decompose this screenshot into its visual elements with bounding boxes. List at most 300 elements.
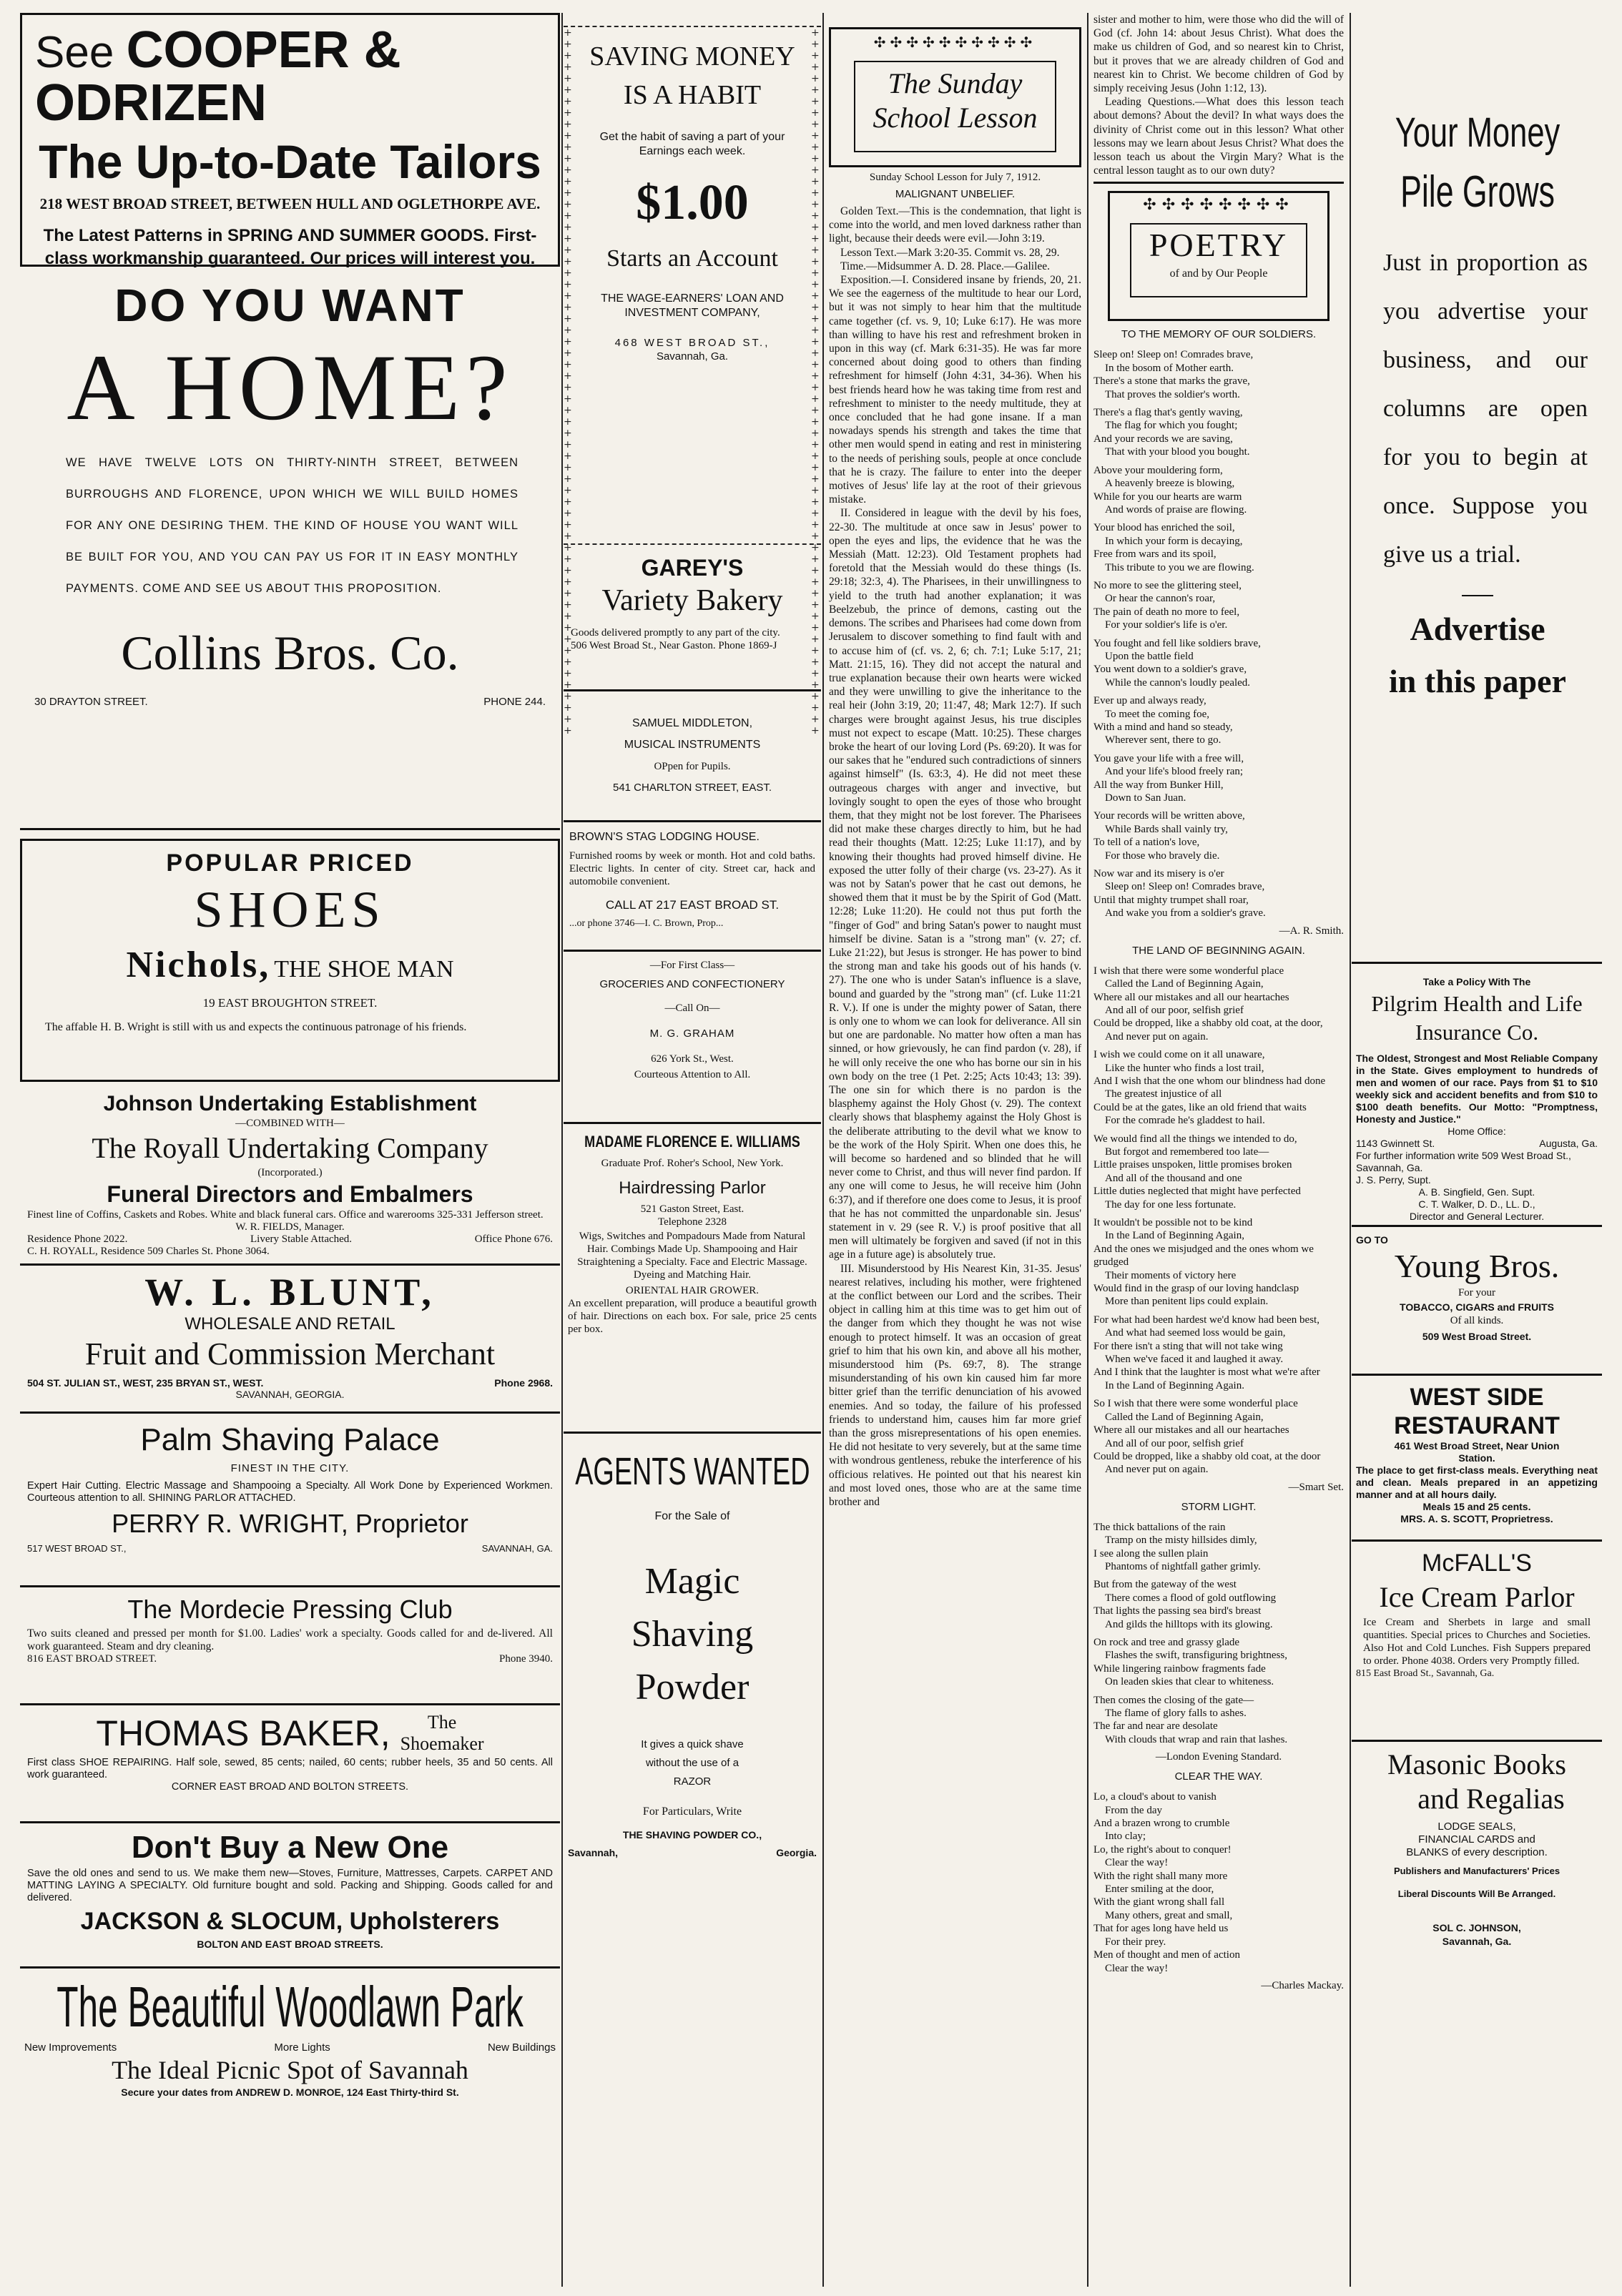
poem-stanza xyxy=(1093,521,1344,574)
graham-court: Courteous Attention to All. xyxy=(634,1069,751,1080)
collins-home: A HOME? xyxy=(67,335,513,440)
brown-text: Furnished rooms by week or month. Hot and cold baths. Electric lights. In center of city. Street car, hack and automobile convenient. xyxy=(569,850,815,887)
royall-name: The Royall Undertaking Company xyxy=(92,1132,488,1164)
saving-city: Savannah, Ga. xyxy=(656,350,729,363)
shoes-ad xyxy=(20,839,560,1082)
westside-ad xyxy=(1352,1376,1602,1542)
poem-line: You gave your life with a free will, xyxy=(1093,752,1244,764)
poem2-title: THE LAND OF BEGINNING AGAIN. xyxy=(1132,944,1305,957)
poem-line: The flame of glory falls to ashes. xyxy=(1105,1708,1247,1719)
poem3-author: —London Evening Standard. xyxy=(1155,1751,1282,1763)
royall-title: Funeral Directors and Embalmers xyxy=(107,1181,473,1207)
poem-line: To meet the coming foe, xyxy=(1105,708,1209,720)
poem-line: And all of the thousand and one xyxy=(1105,1172,1242,1184)
poem-line: For what had been hardest we'd know had been best, xyxy=(1093,1314,1319,1326)
agents-product-1: Magic xyxy=(644,1561,740,1602)
lesson-banner-title-2: School Lesson xyxy=(873,102,1038,134)
pilgrim-supt: J. S. Perry, Supt. xyxy=(1356,1174,1431,1186)
williams-grower-text: An excellent preparation, will produce a beautiful growth of hair. Directions on each box. For sale, price 25 cents per box. xyxy=(568,1298,817,1335)
poem-line: The flag for which you fought; xyxy=(1105,420,1238,432)
royall-line1: Johnson Undertaking Establishment xyxy=(103,1092,477,1115)
williams-ad xyxy=(564,1124,821,1434)
poem-line: With a mind and hand so steady, xyxy=(1093,721,1233,733)
palm-address: 517 WEST BROAD ST., SAVANNAH, GA. xyxy=(27,1543,553,1554)
poem-line: Tramp on the misty hillsides dimly, xyxy=(1105,1534,1257,1547)
poetry-title: POETRY xyxy=(1149,227,1289,264)
poem-line: Many others, great and small, xyxy=(1105,1909,1233,1921)
masonic-disc: Liberal Discounts Will Be Arranged. xyxy=(1397,1888,1556,1899)
williams-title: Hairdressing Parlor xyxy=(619,1178,766,1198)
poem-line: This tribute to you we are flowing. xyxy=(1105,561,1254,573)
royall-ad xyxy=(20,1088,560,1259)
poem-line: And words of praise are flowing. xyxy=(1105,503,1247,516)
poem-line: So I wish that there were some wonderful place xyxy=(1093,1398,1298,1410)
poem-stanza xyxy=(1093,348,1344,401)
poem-stanza xyxy=(1093,867,1344,920)
williams-grad: Graduate Prof. Roher's School, New York. xyxy=(601,1158,784,1169)
poem-line: Men of thought and men of action xyxy=(1093,1949,1240,1961)
blunt-title: Fruit and Commission Merchant xyxy=(84,1336,496,1371)
graham-address: 626 York St., West. xyxy=(651,1053,734,1065)
brown-phone: ...or phone 3746—I. C. Brown, Prop... xyxy=(569,918,724,929)
middleton-ad xyxy=(564,691,821,822)
agents-headline: AGENTS WANTED xyxy=(575,1450,810,1493)
poem-line: That for ages long have held us xyxy=(1093,1923,1229,1935)
poem-line: Wherever sent, there to go. xyxy=(1105,734,1222,747)
poem-line: There comes a flood of gold outflowing xyxy=(1105,1592,1277,1604)
poem-stanza xyxy=(1093,1694,1344,1747)
agents-for: For the Sale of xyxy=(654,1510,730,1522)
garey-ad xyxy=(564,549,821,691)
williams-name: MADAME FLORENCE E. WILLIAMS xyxy=(584,1133,800,1151)
woodlawn-dates: Secure your dates from ANDREW D. MONROE, 124 East Thirty-third St. xyxy=(121,2086,459,2098)
blunt-address: 504 ST. JULIAN ST., WEST, 235 BRYAN ST., WEST. Phone 2968. xyxy=(27,1377,553,1389)
pilgrim-info: For further information write 509 West Broad St., Savannah, Ga. xyxy=(1356,1150,1571,1173)
garey-text: Goods delivered promptly to any part of the city. xyxy=(571,627,780,639)
mordecie-address: 816 EAST BROAD STREET. Phone 3940. xyxy=(27,1653,553,1665)
saving-headline: SAVING MONEY IS A HABIT xyxy=(589,41,795,110)
divider xyxy=(20,1585,560,1587)
brown-name: BROWN'S STAG LODGING HOUSE. xyxy=(569,831,760,843)
masonic-pub: Publishers and Manufacturers' Prices xyxy=(1393,1866,1560,1876)
masonic-name: SOL C. JOHNSON, xyxy=(1432,1922,1521,1933)
poem-line: Until that mighty trumpet shall roar, xyxy=(1093,894,1249,906)
lesson-banner-title-1: The Sunday xyxy=(888,67,1023,99)
saving-address: 468 WEST BROAD ST., xyxy=(614,337,770,349)
shoes-line1: POPULAR PRICED xyxy=(166,849,414,877)
cooper-ad xyxy=(20,13,560,267)
poem-line: Enter smiling at the door, xyxy=(1105,1883,1214,1896)
poem-line: And a brazen wrong to crumble xyxy=(1093,1818,1230,1830)
poem-line: Sleep on! Sleep on! Comrades brave, xyxy=(1105,881,1265,893)
poem1-body xyxy=(1093,348,1344,920)
divider xyxy=(20,1703,560,1705)
shoes-street: 19 EAST BROUGHTON STREET. xyxy=(202,996,378,1010)
baker-text: First class SHOE REPAIRING. Half sole, sewed, 85 cents; nailed, 60 cents; rubber heels, 35 and 50 cents. All work guaranteed. xyxy=(27,1757,553,1780)
williams-text: Wigs, Switches and Pompadours Made from Natural Hair. Combings Made Up. Shampooing and Hair Straightening a Specialty. Face and Electric Massage. Dyeing and Matching Hair. xyxy=(577,1231,807,1281)
poem-line: When we've faced it and laughed it away. xyxy=(1105,1354,1284,1366)
woodlawn-ad xyxy=(20,1973,560,2098)
poem-line: You fought and fell like soldiers brave, xyxy=(1093,637,1261,649)
column-1 xyxy=(20,13,560,2287)
masonic-ad xyxy=(1352,1742,1602,1948)
mordecie-name: The Mordecie Pressing Club xyxy=(127,1595,453,1624)
saving-amount: $1.00 xyxy=(636,175,749,230)
column-rule xyxy=(1350,13,1351,2287)
poem-line: That with your blood you bought. xyxy=(1105,446,1250,458)
palm-text: Expert Hair Cutting. Electric Massage and Shampooing a Specialty. All Work Done by Experienced Workmen. Courteous attention to all. SHINING PARLOR ATTACHED. xyxy=(27,1480,553,1504)
poem-line: Ever up and always ready, xyxy=(1093,695,1206,707)
collins-headline: DO YOU WANT xyxy=(114,280,466,331)
garey-address: 506 West Broad St., Near Gaston. Phone 1869-J xyxy=(571,640,777,651)
divider xyxy=(20,1263,560,1266)
royall-text: Finest line of Coffins, Caskets and Robes. White and black funeral cars. Office and warerooms 325-331 Jefferson street. xyxy=(27,1209,544,1221)
graham-goods: GROCERIES AND CONFECTIONERY xyxy=(599,978,785,990)
middleton-sub: MUSICAL INSTRUMENTS xyxy=(624,739,761,751)
poem1-title: TO THE MEMORY OF OUR SOLDIERS. xyxy=(1121,328,1317,341)
poem-line: For the comrade he's gladdest to hail. xyxy=(1105,1115,1265,1127)
blunt-line: WHOLESALE AND RETAIL xyxy=(185,1314,395,1334)
poem-line: But from the gateway of the west xyxy=(1093,1579,1237,1591)
agents-co: THE SHAVING POWDER CO., xyxy=(622,1829,762,1841)
lesson-continued: sister and mother to him, were those who did the will of God (cf. John 14: about Jesus Christ). What does the make us children of God, and so nearest kin to Christ, but it proves that we are already children of God and nearest kin to Christ. We become children of God by simply receiving Jesus (John 1:12, 13). Leading Questions.—What does this lesson teach about demons? About the devil? In what ways does the divinity of Christ come out in this lesson? What other lessons may we learn about Jesus Christ? What does the lesson teach us about the Virgin Mary? What is the central lesson taught as to our own duty? xyxy=(1093,14,1344,177)
poem-line: On leaden skies that clear to whiteness. xyxy=(1105,1676,1274,1688)
poem-line: Your blood has enriched the soil, xyxy=(1093,522,1235,534)
pilgrim-name: Pilgrim Health and Life Insurance Co. xyxy=(1371,991,1583,1045)
royall-phones: Residence Phone 2022. Livery Stable Attached. Office Phone 676. xyxy=(27,1233,553,1245)
brown-ad xyxy=(564,822,821,952)
poem-line: Phantoms of nightfall gather grimly. xyxy=(1105,1560,1261,1572)
garey-name: GAREY'S xyxy=(641,555,744,581)
poem-line: For those who bravely die. xyxy=(1105,849,1220,862)
westside-text: The place to get first-class meals. Everything neat and clean. Meals prepared in an appetizing manner and at all hours daily. xyxy=(1356,1464,1598,1500)
shoes-name-row: Nichols, THE SHOE MAN xyxy=(126,945,454,985)
williams-grower: ORIENTAL HAIR GROWER. xyxy=(625,1285,760,1296)
poem-line: Sleep on! Sleep on! Comrades brave, xyxy=(1093,349,1254,361)
money-head1: Your Money xyxy=(1395,109,1560,156)
collins-footer: 30 DRAYTON STREET. PHONE 244. xyxy=(34,696,546,708)
mcfall-address: 815 East Broad St., Savannah, Ga. xyxy=(1356,1668,1495,1679)
poem-line: We would find all the things we intended to do, xyxy=(1093,1133,1297,1145)
poem-line: Where all our mistakes and all our heartaches xyxy=(1093,991,1289,1003)
poem-stanza xyxy=(1093,1048,1344,1127)
lesson-date: Sunday School Lesson for July 7, 1912. xyxy=(869,172,1041,183)
masonic-city: Savannah, Ga. xyxy=(1442,1936,1512,1947)
poem-stanza xyxy=(1093,752,1344,805)
poem-line: Into clay; xyxy=(1105,1831,1146,1843)
poem-line: And never put on again. xyxy=(1105,1464,1209,1476)
poem-line: Like the hunter who finds a lost trail, xyxy=(1105,1062,1264,1074)
poem4-title: CLEAR THE WAY. xyxy=(1174,1770,1263,1783)
money-text: Just in proportion as you advertise your business, and our columns are open for you to begin at once. Suppose you give us a trial. xyxy=(1383,250,1588,568)
poem3-body xyxy=(1093,1521,1344,1747)
agents-product-2: Shaving xyxy=(631,1614,754,1655)
poem-line: While the cannon's loudly pealed. xyxy=(1105,676,1251,689)
poem-line: Lo, the right's about to conquer! xyxy=(1093,1843,1232,1856)
mordecie-text: Two suits cleaned and pressed per month for $1.00. Ladies' work a specialty. Goods called for and de-livered. All work guaranteed. Steam and dry cleaning. xyxy=(27,1627,553,1652)
brown-call: CALL AT 217 EAST BROAD ST. xyxy=(605,898,780,912)
money-adv2: in this paper xyxy=(1389,663,1566,699)
poem-line: I see along the sullen plain xyxy=(1093,1547,1209,1560)
lesson-body: Golden Text.—This is the condemnation, that light is come into the world, and men loved darkness rather than light, because their deeds were evil.—John 3:19. Lesson Text.—Mark 3:20-35. Commit vs. 28, 29. Time.—Midsummer A. D. 28. Place.—Galilee. Exposition.—I. Considered insane by friends, 20, 21. We see the eagerness of the multitude to hear our Lord, but it was not simply to hear him that the multitude came together (cf. vs. 9, 10; Luke 6:17). He was more than willing to have his rest and refreshment broken in upon in this way (cf. Mark 6:31-35). He was far more concerned about doing good to others than finding refreshment for himself (John 4:31, 34-36). When his best friends heard how he was taking time from rest and refreshment to minister to the needy multitude, they at once concluded that he had gone insane. If a man nowadays spends his strength and takes the time that other men would spend in eating and rest in ministering to the needs of perishing souls, people at once conclude that he is crazy. The failure to enter into the deeper motives of Jesus' life lay at the root of their grievous mistake. II. Considered in league with the devil by his foes, 22-30. The multitude at once saw in Jesus' power to open the eyes and lips, the evidence that he was the Messiah (Matt. 12:23). Old Testament prophets had foretold that the Messiah would do these things (Is. 29:18; 32:3, 4). The Pharisees, in their unwillingness to yield to the truth had another explanation; it was Beelzebub, the prince of demons, casting out the demons. The scribes and Pharisees had come down from Jerusalem to discover something to find fault with and to accuse him of (cf. vs. 2, 6; ch. 7:1; Luke 5:17, 21; Matt. 21:15, 16). They did not accept the natural and true explanation because their own hearts were wicked and they were unwilling to give the inheritance to the real heir (John 3:19, 20; 11:47, 48; Mark 12:7). If such charges were brought against Jesus, his true disciples must not expect to escape (Matt. 10:25). These charges broke the heart of our loving Lord (Ps. 69:20). It was for our sakes that he "endured such contradictions of sinners against himself" (Is. 63:3, 4). He did not meet these outrageous charges with anger and invective, but lovingly sought to open the eyes of those who brought them, that they might not be lost forever. The Pharisees did not make these charges directly to him, but he had read their thoughts (Matt. 12:25; Luke 11:17), and by knowing their thoughts had proved himself divine. He exposed the utter folly of their charge (vs. 23-27). As it was not by Satan's power that he cast out demons, he showed them that it must be by the Spirit of God (Matt. 12:28; Luke 11:20). He could not thus put forth the "finger of God" and bring Satan's power to naught must himself be divine. Satan is a "strong man" (v. 27; cf. Luke 21:22), but Jesus is stronger. He has power to bind the strong man and take his goods out of his hands (v. 27). The one who is under Satan's influence is a slave, bound and guarded by the "strong man" (cf. Luke 11:21 R. V.). If one is under the mighty power of Satan, there is only one to whom we can look for deliverance. All sin but one are pardonable. No matter how often a man has sinned, or how grievously, he can find pardon (v. 28), if he will only receive the one who has borne our sin in his own body on the tree (1 Pet. 2:25; Acts 10:43; 13: 39). The one sin for which there is no pardon is the blasphemy against the Holy Ghost (v. 29). The context clearly shows that blasphemy against the Holy Ghost is the deliberate attributing to the devil what we know to be the work of the Holy Spirit. When one does this, he will become so hardened and so blinded that he will never come to Christ, and thus will never find pardon. If any one will come to Jesus, he will receive him (John 6:37), and if therefore one does come to Jesus, it is proof that he has not committed the unpardonable sin. Jesus' statement in v. 29 (see R. V.) is proof positive that all men will ultimately be forgiven and saved (if not in this age in a future age) is absolutely true. III. Misunderstood by His Nearest Kin, 31-35. Jesus' nearest relatives, including his mother, were frightened at the conflict between our Lord and the scribes. Their object in calling him at this time was to get him out of the danger from which they thought he was not wise enough to protect himself. It was an occasion of great grief to him that his own kin, and above all his mother, misunderstood him (Ps. 69:7, 8). The strange misunderstanding of his own kin caused him far more bitter grief than the terrific denunciation of his avowed enemies. And so today, the failure of his professed friends to understand him, causes him far more grief than the gross misrepresentations of his open enemies. He did not hesitate to very severely, but at the same time with wondrous gentleness, rebuke the interference of his officious relatives. He pointed out that his nearest kin and most loved ones, those who are at the same time brother and xyxy=(829,205,1081,1509)
poem-line: With clouds that wrap and rain that lashes. xyxy=(1105,1733,1288,1745)
baker-ad xyxy=(20,1710,560,1817)
collins-text: WE HAVE TWELVE LOTS ON THIRTY-NINTH STREET, BETWEEN BURROUGHS AND FLORENCE, UPON WHICH WE WILL BUILD HOMES FOR ANY ONE DESIRING THEM. THE KIND OF HOUSE YOU WANT WILL BE BUILT FOR YOU, AND YOU CAN PAY US FOR IT IN EASY MONTHLY PAYMENTS. COME AND SEE US ABOUT THIS PROPOSITION. xyxy=(66,456,518,595)
mordecie-ad xyxy=(20,1592,560,1699)
young-name: Young Bros. xyxy=(1394,1248,1560,1284)
poem-line: The thick battalions of the rain xyxy=(1093,1521,1226,1533)
poem4-body xyxy=(1093,1790,1344,1975)
divider xyxy=(1093,182,1344,184)
poem-line: In which your form is decaying, xyxy=(1105,535,1243,547)
cooper-headline: See COOPER & ODRIZEN xyxy=(35,21,401,132)
poem-line: And never put on again. xyxy=(1105,1030,1209,1043)
poem-line: Would find in the grasp of our loving handclasp xyxy=(1093,1283,1299,1295)
poem-line: Called the Land of Beginning Again, xyxy=(1105,978,1264,990)
poetry-sub: of and by Our People xyxy=(1169,267,1268,280)
young-address: 509 West Broad Street. xyxy=(1422,1331,1532,1342)
graham-name: M. G. GRAHAM xyxy=(649,1028,735,1040)
saving-starts: Starts an Account xyxy=(606,245,778,272)
palm-sub: FINEST IN THE CITY. xyxy=(230,1462,350,1474)
palm-name: Palm Shaving Palace xyxy=(140,1422,440,1457)
westside-meals: Meals 15 and 25 cents. xyxy=(1422,1501,1531,1512)
banner-ornament: ✣✣✣✣✣✣✣✣✣✣ xyxy=(873,34,1037,51)
money-ad xyxy=(1352,13,1602,964)
poem-line: Lo, a cloud's about to vanish xyxy=(1093,1791,1216,1803)
border-ornament: + + + + + + + + + + + + + + + + + + + + + + + + + + + + + + + + + + + + + + + + + + + + + + + + + + + + + + + + + + + + + + xyxy=(811,27,820,736)
middleton-name: SAMUEL MIDDLETON, xyxy=(631,717,753,729)
mcfall-ad xyxy=(1352,1542,1602,1742)
poem-line: In the Land of Beginning Again. xyxy=(1105,1379,1244,1391)
poem-stanza xyxy=(1093,1521,1344,1574)
cooper-tagline: The Up-to-Date Tailors xyxy=(39,135,541,188)
pilgrim-walker: C. T. Walker, D. D., LL. D., xyxy=(1418,1198,1535,1210)
divider xyxy=(20,1411,560,1414)
poem-line: Now war and its misery is o'er xyxy=(1093,868,1224,880)
poem-line: Above your mouldering form, xyxy=(1093,464,1223,476)
poem-line: Little praises unspoken, little promises broken xyxy=(1093,1159,1292,1171)
poem-line: I wish we could come on it all unaware, xyxy=(1093,1049,1265,1061)
poem-line: I wish that there were some wonderful place xyxy=(1093,965,1284,977)
poem-line: On rock and tree and grassy glade xyxy=(1093,1636,1240,1648)
poem-line: A heavenly breeze is blowing, xyxy=(1105,478,1235,490)
column-2 xyxy=(564,13,821,2287)
blunt-city: SAVANNAH, GEORGIA. xyxy=(235,1389,345,1400)
poem-line: And gilds the hilltops with its glowing. xyxy=(1105,1618,1273,1630)
poem-line: And the ones we misjudged and the ones whom we grudged xyxy=(1093,1243,1314,1268)
poem-line: And wake you from a soldier's grave. xyxy=(1105,907,1266,920)
middleton-address: 541 CHARLTON STREET, EAST. xyxy=(612,782,772,794)
newspaper-page xyxy=(20,13,1602,2287)
poem-line: With the right shall many more xyxy=(1093,1870,1228,1882)
agents-part: For Particulars, Write xyxy=(642,1805,742,1818)
mcfall-text: Ice Cream and Sherbets in large and small quantities. Special prices to Churches and Societies. Also Hot and Cold Lunches. Fish Suppers prepared to order. Phone 4038. Orders very Promptly filled. xyxy=(1363,1617,1591,1667)
poem-stanza xyxy=(1093,1578,1344,1631)
young-ad xyxy=(1352,1227,1602,1376)
masonic-line1: LODGE SEALS, xyxy=(1437,1820,1516,1833)
williams-address: 521 Gaston Street, East. xyxy=(640,1203,744,1215)
masonic-title1: Masonic Books xyxy=(1387,1748,1566,1780)
poem-line: Their moments of victory here xyxy=(1105,1269,1237,1281)
poem-line: It wouldn't be possible not to be kind xyxy=(1093,1217,1253,1228)
palm-ad xyxy=(20,1418,560,1581)
poem-line: For their prey. xyxy=(1105,1936,1166,1948)
poem-line: For your soldier's life is o'er. xyxy=(1105,619,1228,631)
pilgrim-take: Take a Policy With The xyxy=(1422,976,1531,987)
cooper-address: 218 WEST BROAD STREET, BETWEEN HULL AND OGLETHORPE AVE. xyxy=(39,195,541,212)
poem-line: Down to San Juan. xyxy=(1105,792,1186,804)
poem-stanza xyxy=(1093,1133,1344,1211)
poem-stanza xyxy=(1093,1636,1344,1689)
mcfall-title: Ice Cream Parlor xyxy=(1379,1581,1575,1613)
poem-line: But forgot and remembered too late— xyxy=(1105,1145,1269,1158)
poem-line: No more to see the glittering steel, xyxy=(1093,579,1242,591)
poem-line: And all of our poor, selfish grief xyxy=(1105,1004,1244,1016)
poem-line: Clear the way! xyxy=(1105,1857,1169,1869)
young-goto: GO TO xyxy=(1356,1234,1388,1246)
poem-line: Upon the battle field xyxy=(1105,650,1194,662)
graham-first: —For First Class— xyxy=(649,960,735,971)
westside-name1: WEST SIDE xyxy=(1410,1384,1544,1411)
poem-line: That proves the soldier's worth. xyxy=(1105,388,1240,400)
poem-line: The greatest injustice of all xyxy=(1105,1088,1222,1100)
poem-line: The pain of death no more to feel, xyxy=(1093,606,1240,618)
poem-stanza xyxy=(1093,965,1344,1043)
woodlawn-features: New Improvements More Lights New Buildings xyxy=(24,2041,556,2054)
poem-stanza xyxy=(1093,809,1344,862)
agents-city: Savannah, Georgia. xyxy=(568,1847,817,1858)
poem-stanza xyxy=(1093,1790,1344,1975)
garey-sub: Variety Bakery xyxy=(601,584,783,617)
money-head2: Pile Grows xyxy=(1400,167,1555,217)
poem-line: With the giant wrong shall fall xyxy=(1093,1896,1225,1908)
poem-line: There's a flag that's gently waving, xyxy=(1093,407,1243,419)
collins-name: Collins Bros. Co. xyxy=(121,626,459,680)
poem-line: All the way from Bunker Hill, xyxy=(1093,779,1224,791)
agents-product-3: Powder xyxy=(635,1667,749,1708)
jackson-headline: Don't Buy a New One xyxy=(131,1830,449,1865)
poem-line: Or hear the cannon's roar, xyxy=(1105,593,1216,605)
poem-line: Where all our mistakes and all our heartaches xyxy=(1093,1424,1289,1437)
blunt-name: W. L. BLUNT, xyxy=(144,1271,436,1314)
poem-stanza xyxy=(1093,637,1344,690)
poem-stanza xyxy=(1093,579,1344,632)
royall-inc: (Incorporated.) xyxy=(257,1167,323,1178)
agents-ad xyxy=(564,1434,821,2204)
pilgrim-ad xyxy=(1352,964,1602,1227)
poem-line: From the day xyxy=(1105,1804,1162,1816)
masonic-line3: BLANKS of every description. xyxy=(1406,1846,1548,1858)
poem-line: Could be at the gates, like an old friend that waits xyxy=(1093,1101,1307,1113)
middleton-open: OPpen for Pupils. xyxy=(654,761,731,772)
poem-line: Called the Land of Beginning Again, xyxy=(1105,1411,1264,1423)
woodlawn-sub: The Ideal Picnic Spot of Savannah xyxy=(112,2056,468,2084)
poem1-author: —A. R. Smith. xyxy=(1279,925,1344,937)
poem-line: To tell of a nation's love, xyxy=(1093,837,1200,849)
collins-ad xyxy=(20,272,560,830)
poem-line: For there isn't a sting that will not take wing xyxy=(1093,1340,1283,1352)
column-5 xyxy=(1352,13,1602,2287)
poem-stanza xyxy=(1093,1216,1344,1309)
poem-line: While Bards shall vainly try, xyxy=(1105,823,1228,835)
divider xyxy=(20,1966,560,1969)
poem-line: You went down to a soldier's grave, xyxy=(1093,664,1247,676)
poem-line: Could be dropped, like a shabby old coat, at the door, xyxy=(1093,1018,1323,1030)
baker-title-row: THOMAS BAKER, The Shoemaker xyxy=(96,1712,484,1754)
cooper-text: The Latest Patterns in SPRING AND SUMMER GOODS. First-class workmanship guaranteed. Our prices will interest you. xyxy=(43,226,537,268)
poem-line: Then comes the closing of the gate— xyxy=(1093,1694,1254,1706)
lesson-title: MALIGNANT UNBELIEF. xyxy=(895,188,1016,200)
westside-address: 461 West Broad Street, Near Union Station. xyxy=(1394,1440,1560,1464)
poem-stanza xyxy=(1093,406,1344,459)
jackson-address: BOLTON AND EAST BROAD STREETS. xyxy=(197,1938,383,1950)
lesson-banner xyxy=(829,27,1081,167)
pilgrim-home: Home Office: xyxy=(1447,1125,1506,1137)
jackson-ad xyxy=(20,1828,560,1962)
jackson-name: JACKSON & SLOCUM, Upholsterers xyxy=(80,1908,500,1935)
poem-line: In the bosom of Mother earth. xyxy=(1105,362,1234,374)
poem3-title: STORM LIGHT. xyxy=(1181,1500,1257,1513)
column-rule xyxy=(1087,13,1088,2287)
poem2-author: —Smart Set. xyxy=(1288,1481,1344,1493)
masonic-line2: FINANCIAL CARDS and xyxy=(1418,1833,1535,1846)
poem-line: Could be dropped, like a shabby old coat, at the door xyxy=(1093,1450,1321,1462)
shoes-text: The affable H. B. Wright is still with us and expects the continuous patronage of his friends. xyxy=(45,1021,467,1033)
column-rule xyxy=(561,13,563,2287)
poem-line: The far and near are desolate xyxy=(1093,1720,1218,1733)
poem-line: More than penitent lips could explain. xyxy=(1105,1296,1269,1308)
poem-line: And I wish that the one whom our blindness had done xyxy=(1093,1075,1326,1087)
graham-ad xyxy=(564,952,821,1124)
pilgrim-gen: A. B. Singfield, Gen. Supt. xyxy=(1418,1186,1535,1198)
poem-line: Your records will be written above, xyxy=(1093,810,1245,822)
column-4 xyxy=(1089,13,1348,2287)
young-for: For your xyxy=(1458,1287,1496,1299)
mcfall-name: McFALL'S xyxy=(1422,1549,1532,1577)
poem-line: In the Land of Beginning Again, xyxy=(1105,1230,1244,1242)
column-rule xyxy=(822,13,824,2287)
poem-line: And your life's blood freely ran; xyxy=(1105,766,1244,778)
jackson-text: Save the old ones and send to us. We make them new—Stoves, Furniture, Mattresses, Carpets. CARPET AND MATTING LAYING A SPECIALTY. Old furniture bought and sold. Packing and Shipping. Goods called for and delivered. xyxy=(27,1868,553,1903)
baker-corner: CORNER EAST BROAD AND BOLTON STREETS. xyxy=(171,1781,409,1793)
shoes-line2: SHOES xyxy=(194,881,386,938)
agents-text: It gives a quick shave without the use of a RAZOR xyxy=(641,1738,744,1788)
poem-line: And what had seemed loss would be gain, xyxy=(1105,1327,1286,1339)
royall-resident: C. H. ROYALL, Residence 509 Charles St. Phone 3064. xyxy=(27,1246,270,1257)
palm-prop: PERRY R. WRIGHT, Proprietor xyxy=(112,1509,468,1538)
westside-prop: MRS. A. S. SCOTT, Proprietress. xyxy=(1400,1513,1553,1524)
poem-line: Free from wars and its spoil, xyxy=(1093,548,1216,561)
poem-line: While for you our hearts are warm xyxy=(1093,491,1242,503)
poem2-body xyxy=(1093,965,1344,1477)
poem-line: While lingering rainbow fragments fade xyxy=(1093,1662,1266,1675)
poem4-author: —Charles Mackay. xyxy=(1261,1979,1344,1991)
poetry-banner xyxy=(1108,191,1329,321)
masonic-title2: and Regalias xyxy=(1417,1783,1565,1815)
poem-line: Clear the way! xyxy=(1105,1962,1169,1974)
pilgrim-dir: Director and General Lecturer. xyxy=(1409,1211,1545,1222)
pilgrim-text: The Oldest, Strongest and Most Reliable Company in the State. Gives employment to hundreds of men and women of our race. Pays from $1 to $10 weekly sick and accident benefits and from $10 to $100 death benefits. Our Motto: "Promptness, Honesty and Justice." xyxy=(1356,1053,1598,1125)
saving-bank: THE WAGE-EARNERS' LOAN AND INVESTMENT COMPANY, xyxy=(601,292,784,319)
poem-line: The day for one less fortunate. xyxy=(1105,1198,1237,1211)
border-ornament: + + + + + + + + + + + + + + + + + + + + + + + + + + + + + + + + + + + + + + + + + + + + + + + + + + + + + + + + + + + + + + xyxy=(564,27,572,736)
williams-tel: Telephone 2328 xyxy=(657,1216,727,1228)
young-kinds: Of all kinds. xyxy=(1450,1315,1504,1326)
young-goods: TOBACCO, CIGARS and FRUITS xyxy=(1400,1301,1554,1313)
westside-name2: RESTAURANT xyxy=(1394,1412,1560,1439)
poem-line: And your records we are saving, xyxy=(1093,433,1233,445)
